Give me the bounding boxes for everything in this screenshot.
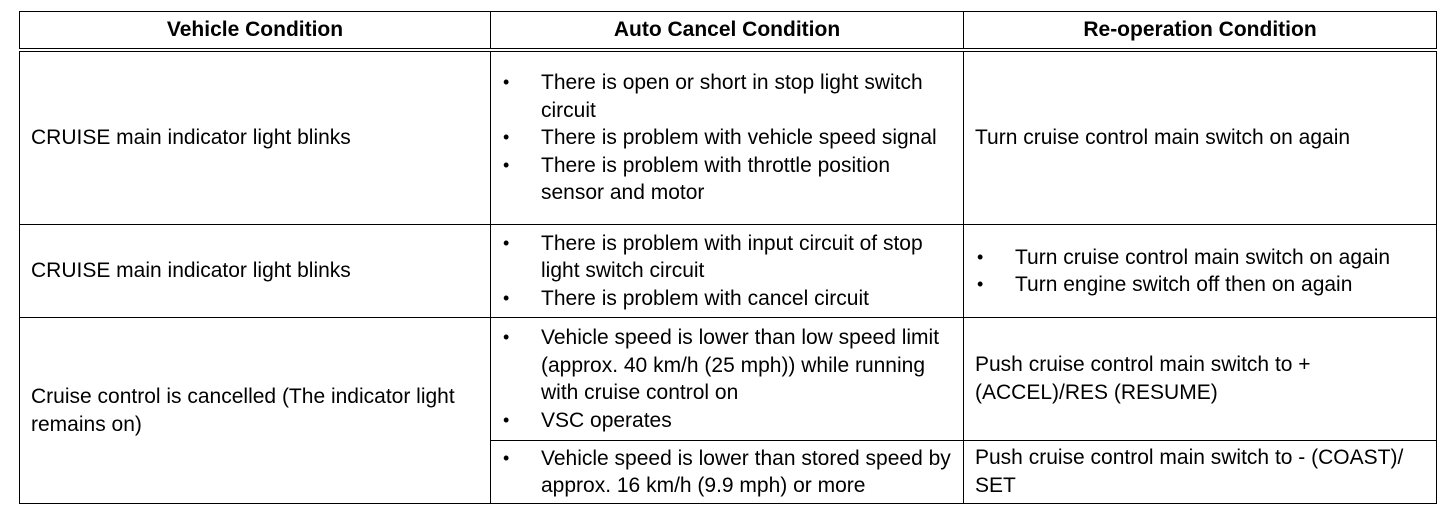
auto-cancel-cell	[491, 50, 964, 225]
vehicle-condition-cell: Cruise control is cancelled (The indicator light remains on)	[20, 318, 491, 504]
list-item	[501, 407, 953, 435]
vehicle-condition-cell: CRUISE main indicator light blinks	[20, 50, 491, 225]
auto-cancel-text: There is problem with throttle position sensor and motor	[541, 153, 890, 205]
auto-cancel-text: There is problem with cancel circuit	[541, 286, 869, 310]
auto-cancel-text: There is problem with vehicle speed signal	[541, 126, 937, 150]
bullet-icon: •	[503, 409, 510, 430]
bullet-icon: •	[503, 232, 510, 253]
bullet-icon: •	[503, 127, 510, 148]
bullet-icon: •	[503, 287, 510, 308]
reoperation-cell: Push cruise control main switch to - (COAST)/ SET	[964, 441, 1437, 504]
bullet-icon: •	[503, 154, 510, 175]
list-item	[975, 271, 1426, 299]
auto-cancel-cell	[491, 318, 964, 441]
reoperation-cell: Push cruise control main switch to + (ACCEL)/RES (RESUME)	[964, 318, 1437, 441]
auto-cancel-text: Vehicle speed is lower than low speed limit (approx. 40 km/h (25 mph)) while running with cruise control on	[541, 326, 940, 404]
auto-cancel-text: There is open or short in stop light switch circuit	[541, 71, 923, 122]
cruise-control-condition-table	[19, 11, 1437, 504]
header-vehicle-condition: Vehicle Condition	[20, 12, 491, 51]
header-reoperation-condition: Re-operation Condition	[964, 12, 1437, 51]
reoperation-cell: Turn cruise control main switch on again	[964, 50, 1437, 225]
bullet-icon: •	[977, 274, 984, 294]
list-item	[501, 324, 953, 407]
auto-cancel-text: There is problem with input circuit of stop light switch circuit	[541, 231, 923, 283]
table-row	[20, 318, 1437, 441]
bullet-icon: •	[503, 447, 510, 468]
list-item	[975, 244, 1426, 272]
auto-cancel-list	[501, 69, 953, 207]
list-item	[501, 285, 953, 313]
reoperation-text: Turn engine switch off then on again	[1015, 273, 1353, 296]
auto-cancel-cell	[491, 441, 964, 504]
table-row	[20, 50, 1437, 225]
header-row	[20, 12, 1437, 51]
reoperation-list	[975, 244, 1426, 299]
list-item	[501, 230, 953, 285]
auto-cancel-list	[501, 230, 953, 313]
header-auto-cancel-condition: Auto Cancel Condition	[491, 12, 964, 51]
reoperation-text: Turn cruise control main switch on again	[1015, 245, 1391, 269]
reoperation-cell	[964, 225, 1437, 318]
auto-cancel-text: Vehicle speed is lower than stored speed by approx. 16 km/h (9.9 mph) or more	[541, 446, 951, 497]
list-item	[501, 152, 953, 207]
auto-cancel-list	[501, 445, 953, 500]
table-row	[20, 225, 1437, 318]
list-item	[501, 445, 953, 500]
condition-table-wrapper	[19, 11, 1437, 504]
auto-cancel-cell	[491, 225, 964, 318]
list-item	[501, 69, 953, 124]
bullet-icon: •	[503, 72, 510, 93]
vehicle-condition-cell: CRUISE main indicator light blinks	[20, 225, 491, 318]
auto-cancel-list	[501, 324, 953, 434]
bullet-icon: •	[977, 246, 984, 267]
list-item	[501, 124, 953, 152]
auto-cancel-text: VSC operates	[541, 408, 672, 432]
bullet-icon: •	[503, 327, 510, 347]
